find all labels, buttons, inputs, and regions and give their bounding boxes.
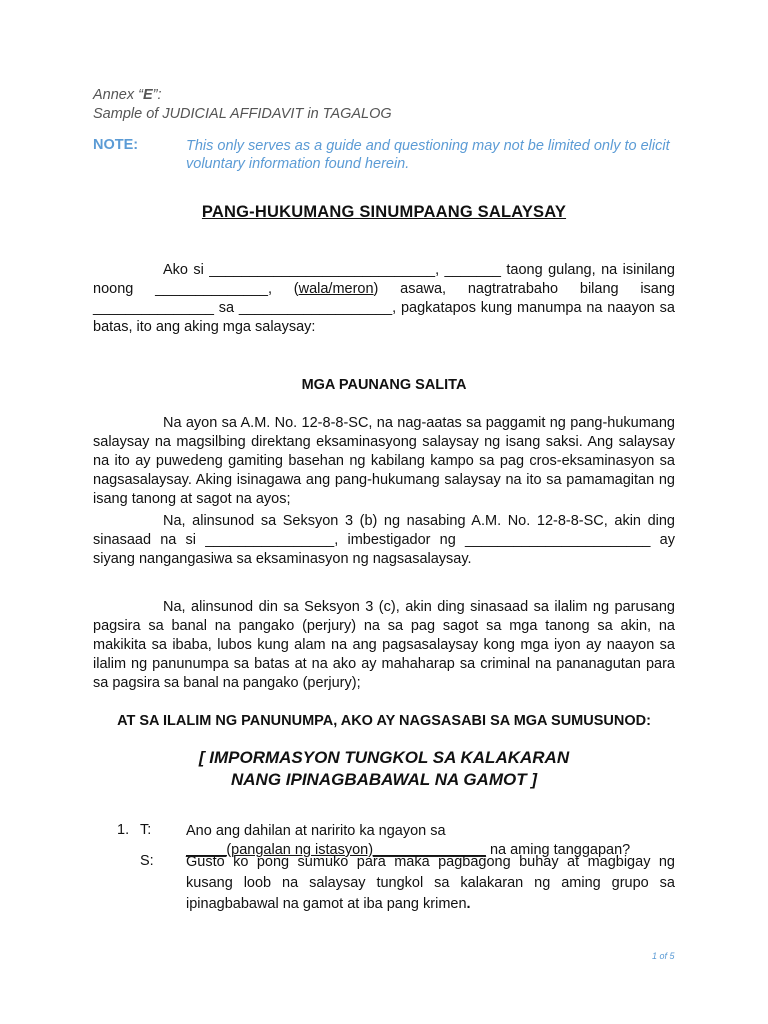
page-number: 1 of 5 [652, 951, 675, 961]
paragraph-3: Na, alinsunod din sa Seksyon 3 (c), akin ding sinasaad sa ilalim ng parusang pagsira sa banal na pangako (perjury) na sa pag sagot sa mga tanong sa akin, na makikita sa ibaba, lubos kung alam na ang pagsasalaysay kong mga iyon ay naayon sa ilalim ng panunumpa sa batas at na ako ay mahaharap sa criminal na pananagutan para sa pagsira sa banal na pangako (perjury); [93, 599, 675, 691]
oath-heading: AT SA ILALIM NG PANUNUMPA, AKO AY NAGSASABI SA MGA SUMUSUNOD: [117, 713, 651, 729]
annex-line-1: Annex “E”: [93, 87, 162, 103]
annex-line-2: Sample of JUDICIAL AFFIDAVIT in TAGALOG [93, 106, 392, 122]
question-line-2: _____(pangalan ng istasyon)______________ na aming tanggapan? [186, 842, 631, 858]
annex-label [93, 86, 392, 124]
note-label: NOTE: [93, 137, 139, 153]
answer-text: Gusto ko pong sumuko para maka pagbagong buhay at magbigay ng kusang loob na salaysay tungkol sa kalakaran ng aming grupo sa ipinagbabawal na gamot at iba pang krimen. [186, 854, 675, 912]
question-line-1: Ano ang dahilan at naririto ka ngayon sa [186, 823, 446, 839]
section-title-line-1: [ IMPORMASYON TUNGKOL SA KALAKARAN [198, 748, 570, 767]
note-text: This only serves as a guide and questioning may not be limited only to elicit voluntary information found herein. [186, 138, 670, 172]
question-number: 1. [117, 822, 130, 838]
document-title: PANG-HUKUMANG SINUMPAANG SALAYSAY [201, 203, 567, 221]
paragraph-1: Na ayon sa A.M. No. 12-8-8-SC, na nag-aatas sa paggamit ng pang-hukumang salaysay na magsilbing direktang eksaminasyong salaysay ng isang saksi. Ang salaysay na ito ay puwedeng gamiting basehan ng kabilang kampo sa pag cros-eksaminasyon sa nagsasalaysay. Aking isinagawa ang pang-hukumang salaysay na ito sa pamamagitan ng isang tanong at sagot na ayos; [93, 415, 675, 507]
intro-paragraph: Ako si ____________________________, _______ taong gulang, na isinilang noong ______________, (wala/meron) asawa, nagtratrabaho bilang isang _______________ sa ___________________, pagkatapos kung manumpa na naayon sa batas, ito ang aking mga salaysay: [93, 262, 675, 335]
marital-status-option: wala/meron [298, 281, 374, 297]
answer-label: S: [140, 853, 154, 869]
station-name-blank: _____(pangalan ng istasyon)______________ [186, 842, 486, 858]
annex-letter: E [142, 87, 153, 103]
paragraph-2: Na, alinsunod sa Seksyon 3 (b) ng nasabing A.M. No. 12-8-8-SC, akin ding sinasaad na si ________________, imbestigador ng _______________________ ay siyang nangangasiwa sa eksaminasyon ng nagsasalaysay. [93, 513, 675, 567]
section-title [0, 747, 768, 791]
question-label: T: [140, 822, 152, 838]
preliminary-heading: MGA PAUNANG SALITA [301, 377, 467, 393]
section-title-line-2: NANG IPINAGBABAWAL NA GAMOT ] [231, 770, 537, 789]
